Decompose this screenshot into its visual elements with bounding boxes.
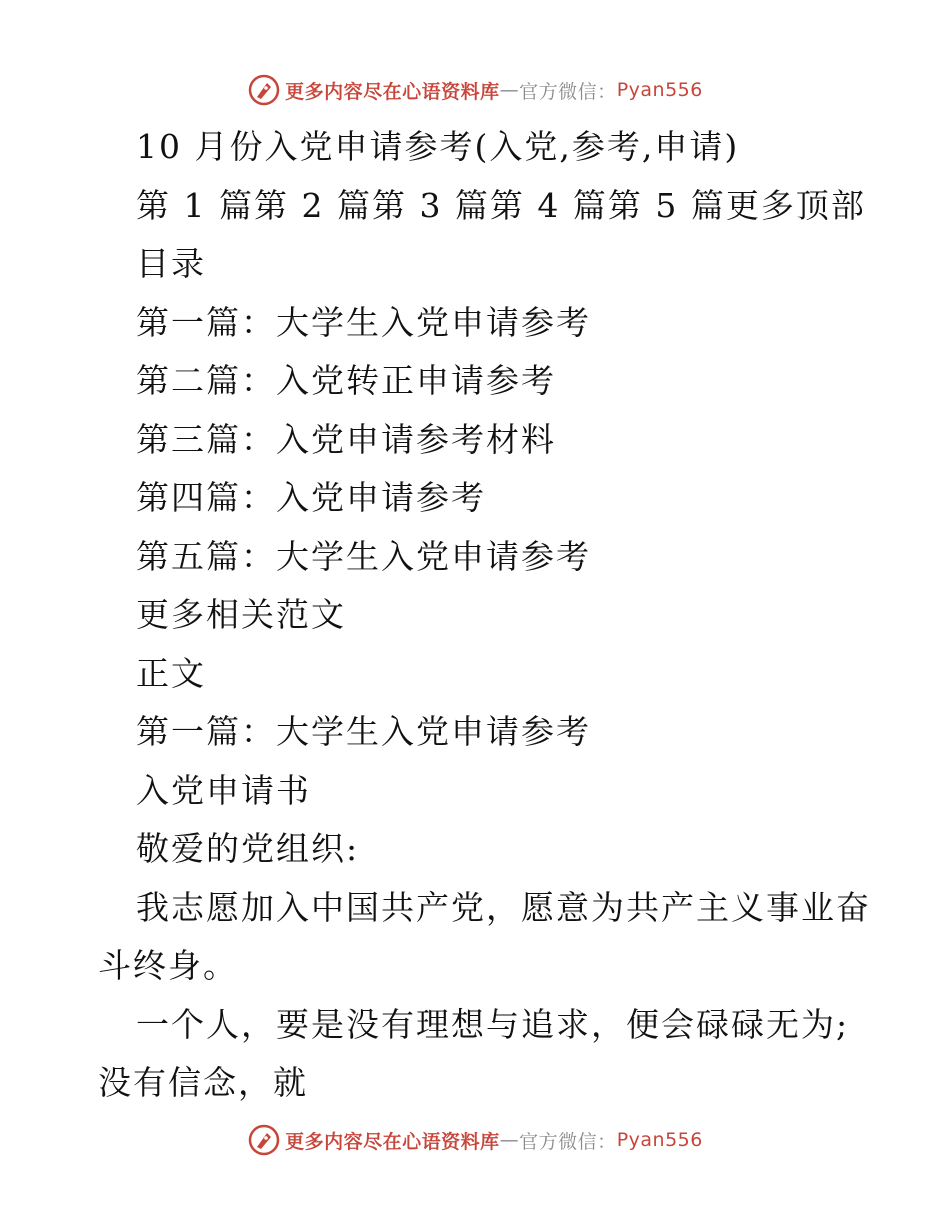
toc-item-1: 第一篇：大学生入党申请参考 bbox=[136, 302, 591, 342]
section-title-1: 第一篇：大学生入党申请参考 bbox=[136, 712, 591, 751]
header-watermark bbox=[0, 70, 950, 110]
more-related-link: 更多相关范文 bbox=[136, 595, 346, 634]
letter-title: 入党申请书 bbox=[136, 770, 311, 810]
paragraph-1-line-2: 斗终身。 bbox=[98, 946, 238, 985]
watermark-site-text: 更多内容尽在心语资料库 bbox=[285, 80, 500, 103]
pen-nib-circle-icon bbox=[247, 1123, 281, 1157]
watermark-site-text: 更多内容尽在心语资料库 bbox=[285, 1130, 500, 1153]
watermark-wechat-label: 官方微信： bbox=[519, 80, 617, 103]
body-heading: 正文 bbox=[136, 653, 206, 693]
pen-nib-circle-icon bbox=[247, 73, 281, 107]
toc-heading: 目录 bbox=[136, 244, 206, 283]
paragraph-1-line-1: 我志愿加入中国共产党，愿意为共产主义事业奋 bbox=[136, 887, 871, 927]
toc-item-5: 第五篇：大学生入党申请参考 bbox=[136, 536, 591, 576]
watermark-wechat-id: Pyan556 bbox=[616, 1129, 703, 1151]
toc-item-4: 第四篇：入党申请参考 bbox=[136, 478, 486, 517]
letter-salutation: 敬爱的党组织: bbox=[136, 829, 360, 868]
paragraph-2-line-2: 没有信念，就 bbox=[98, 1063, 308, 1102]
watermark-wechat-label: 官方微信： bbox=[519, 1130, 617, 1153]
watermark-dash: — bbox=[499, 79, 520, 101]
watermark-dash: — bbox=[499, 1129, 520, 1151]
paragraph-2-line-1: 一个人，要是没有理想与追求，便会碌碌无为; bbox=[136, 1004, 850, 1044]
watermark-wechat-id: Pyan556 bbox=[616, 79, 703, 101]
document-body bbox=[98, 118, 871, 1113]
doc-title: 10 月份入党申请参考(入党,参考,申请) bbox=[136, 127, 740, 166]
doc-pagination-line: 第 1 篇第 2 篇第 3 篇第 4 篇第 5 篇更多顶部 bbox=[136, 185, 866, 225]
toc-item-2: 第二篇：入党转正申请参考 bbox=[136, 361, 556, 400]
footer-watermark bbox=[0, 1120, 950, 1160]
toc-item-3: 第三篇：入党申请参考材料 bbox=[136, 419, 556, 459]
